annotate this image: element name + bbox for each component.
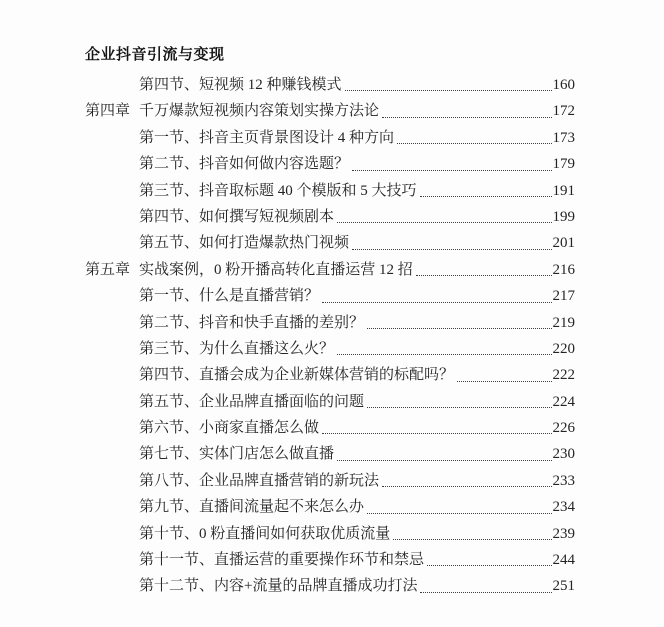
toc-page-number: 230 (552, 446, 575, 463)
toc-entry-title: 第三节、为什么直播这么火？ (139, 340, 335, 357)
dot-leader (390, 521, 552, 547)
toc-chapter-number (85, 362, 139, 388)
toc-entry-row (85, 336, 575, 362)
toc-page-number: 234 (552, 499, 575, 516)
dot-leader (334, 204, 552, 230)
toc-entry-title: 第十节、0 粉直播间如何获取优质流量 (139, 525, 391, 542)
toc-entry-title: 千万爆款短视频内容策划实操方法论 (139, 103, 380, 120)
toc-page-number: 226 (552, 420, 575, 437)
toc-entry-row (85, 257, 575, 283)
toc-page-number: 216 (552, 261, 575, 278)
toc-page-number: 199 (552, 208, 575, 225)
toc-entry-row (85, 547, 575, 573)
toc-entry-row (85, 98, 575, 124)
toc-chapter-number: 第四章 (85, 103, 131, 120)
toc-page-number: 224 (552, 393, 575, 410)
toc-chapter-number (85, 283, 139, 309)
toc-chapter-number (85, 389, 139, 415)
toc-entry-row (85, 389, 575, 415)
toc-entry-title: 第七节、实体门店怎么做直播 (139, 446, 335, 463)
dot-leader (349, 151, 552, 177)
toc-page-number: 233 (552, 472, 575, 489)
toc-entry-row (85, 230, 575, 256)
toc-entry-row (85, 468, 575, 494)
dot-leader (394, 125, 552, 151)
toc-entry-title: 第六节、小商家直播怎么做 (139, 420, 320, 437)
toc-entry-title: 第十二节、内容+流量的品牌直播成功打法 (139, 578, 418, 595)
toc-chapter-number (85, 336, 139, 362)
dot-leader (454, 362, 552, 388)
toc-entry-row (85, 573, 575, 599)
toc-page-number: 173 (552, 129, 575, 146)
dot-leader (413, 257, 553, 283)
dot-leader (379, 468, 552, 494)
toc-chapter-number (85, 441, 139, 467)
toc-entry-title: 第四节、直播会成为企业新媒体营销的标配吗？ (139, 367, 455, 384)
toc-entry-title: 第八节、企业品牌直播营销的新玩法 (139, 472, 380, 489)
toc-page-number: 251 (552, 578, 575, 595)
toc-page-number: 239 (552, 525, 575, 542)
table-of-contents (85, 72, 575, 600)
toc-entry-row (85, 441, 575, 467)
book-title-header: 企业抖音引流与变现 (85, 46, 225, 63)
toc-entry-row (85, 362, 575, 388)
toc-chapter-number (85, 573, 139, 599)
toc-chapter-number (85, 125, 139, 151)
toc-entry-title: 第十一节、直播运营的重要操作环节和禁忌 (139, 552, 425, 569)
toc-page-number: 244 (552, 552, 575, 569)
toc-entry-row (85, 178, 575, 204)
toc-page-number: 222 (552, 367, 575, 384)
dot-leader (424, 547, 552, 573)
toc-entry-row (85, 204, 575, 230)
toc-entry-row (85, 72, 575, 98)
toc-chapter-number (85, 151, 139, 177)
dot-leader (379, 98, 552, 124)
toc-chapter-number (85, 415, 139, 441)
toc-chapter-number (85, 204, 139, 230)
toc-page-number: 160 (552, 77, 575, 93)
toc-entry-row (85, 415, 575, 441)
toc-page-number: 179 (552, 156, 575, 173)
dot-leader (334, 336, 552, 362)
dot-leader (342, 72, 553, 98)
toc-chapter-number (85, 521, 139, 547)
toc-entry-title: 实战案例，0 粉开播高转化直播运营 12 招 (139, 261, 413, 278)
toc-entry-row (85, 494, 575, 520)
toc-page-number: 172 (552, 103, 575, 120)
dot-leader (349, 230, 552, 256)
toc-page-number: 201 (552, 235, 575, 252)
dot-leader (319, 415, 552, 441)
toc-chapter-number: 第五章 (85, 261, 131, 278)
dot-leader (417, 178, 553, 204)
toc-entry-title: 第九节、直播间流量起不来怎么办 (139, 499, 365, 516)
toc-chapter-number (85, 494, 139, 520)
toc-entry-row (85, 125, 575, 151)
toc-entry-title: 第四节、短视频 12 种赚钱模式 (139, 77, 342, 93)
toc-page-number: 220 (552, 340, 575, 357)
toc-chapter-number (85, 230, 139, 256)
toc-entry-title: 第五节、如何打造爆款热门视频 (139, 235, 350, 252)
dot-leader (319, 283, 552, 309)
toc-chapter-number (85, 72, 139, 98)
toc-entry-title: 第二节、抖音和快手直播的差别？ (139, 314, 365, 331)
toc-chapter-number (85, 547, 139, 573)
toc-entry-title: 第四节、如何撰写短视频剧本 (139, 208, 335, 225)
toc-page-number: 217 (552, 288, 575, 305)
toc-chapter-number (85, 468, 139, 494)
dot-leader (364, 494, 552, 520)
toc-chapter-number (85, 310, 139, 336)
toc-entry-row (85, 310, 575, 336)
toc-entry-row (85, 151, 575, 177)
dot-leader (364, 310, 552, 336)
dot-leader (334, 441, 552, 467)
toc-entry-title: 第一节、抖音主页背景图设计 4 种方向 (139, 129, 395, 146)
dot-leader (364, 389, 552, 415)
toc-entry-title: 第五节、企业品牌直播面临的问题 (139, 393, 365, 410)
toc-entry-title: 第一节、什么是直播营销？ (139, 288, 320, 305)
toc-entry-title: 第三节、抖音取标题 40 个模版和 5 大技巧 (139, 182, 417, 199)
toc-entry-title: 第二节、抖音如何做内容选题？ (139, 156, 350, 173)
toc-page-number: 191 (552, 182, 575, 199)
toc-page-number: 219 (552, 314, 575, 331)
dot-leader (417, 573, 552, 599)
toc-chapter-number (85, 178, 139, 204)
toc-entry-row (85, 283, 575, 309)
toc-entry-row (85, 521, 575, 547)
